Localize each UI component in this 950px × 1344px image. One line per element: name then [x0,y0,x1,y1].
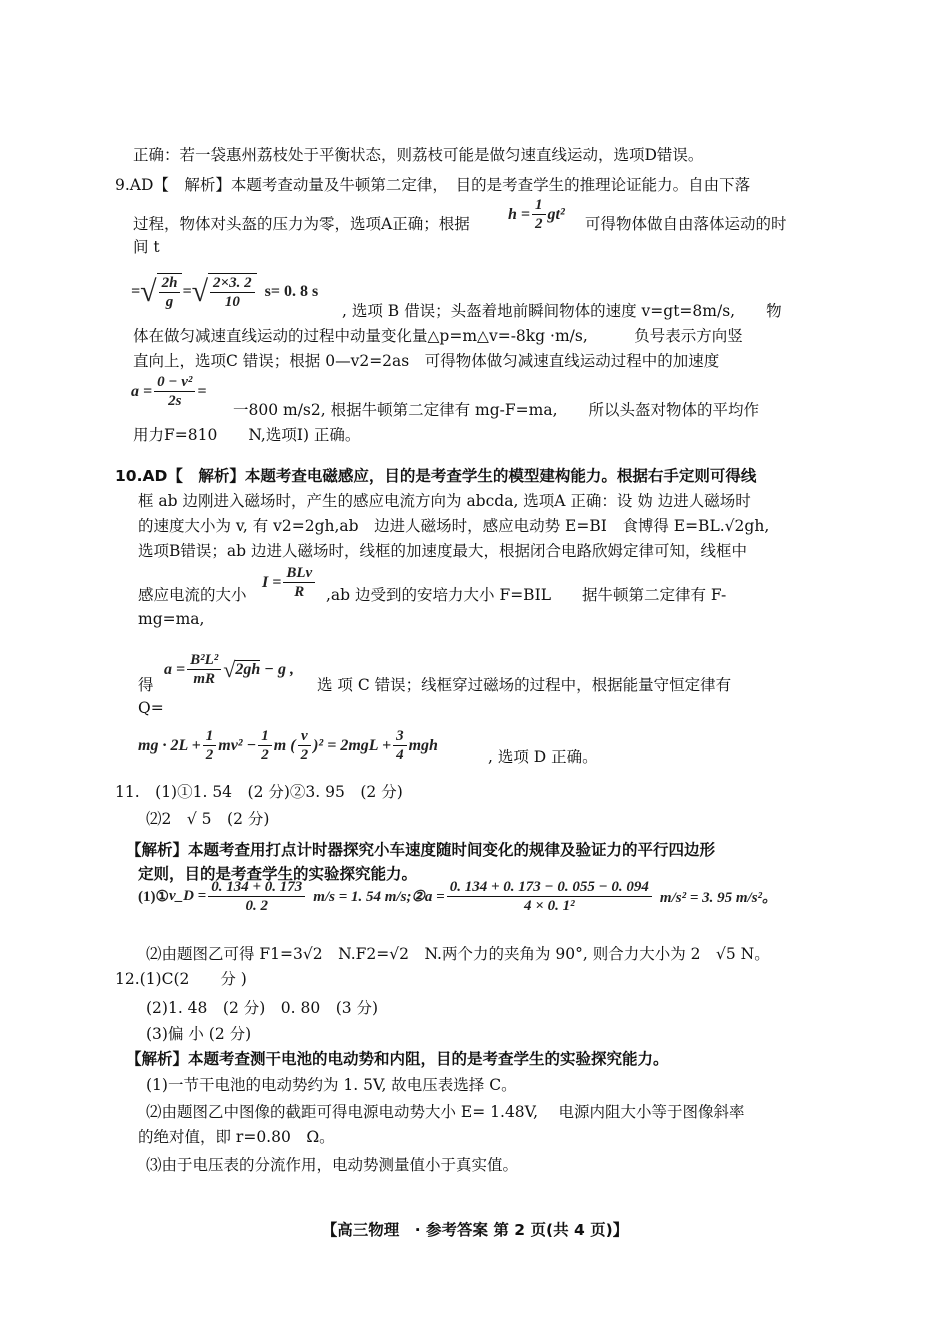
analysis-12-line: 【解析】本题考查测干电池的电动势和内阻，目的是考查学生的实验探究能力。 [126,1050,669,1068]
text-line: , 选项 B 借误；头盔着地前瞬间物体的速度 v=gt=8m/s, 物 [342,302,782,320]
text-line: (3)偏 小 (2 分) [146,1025,252,1043]
text-line: 直向上，选项C 错误；根据 0—v2=2as 可得物体做匀减速直线运动过程中的加速度 [133,352,720,370]
analysis-11-line: 【解析】本题考查用打点计时器探究小车速度随时间变化的规律及验证力的平行四边形 [126,841,716,859]
numerator: 0 − v² [154,373,195,392]
text-line: 框 ab 边刚进入磁场时，产生的感应电流方向为 abcda, 选项A 正确：设 妫 边进人磁场时 [138,492,751,510]
page-footer: 【高三物理 · 参考答案 第 2 页(共 4 页)】 [321,1221,629,1239]
text-line: (1)一节干电池的电动势约为 1. 5V, 故电压表选择 C。 [146,1076,517,1094]
text-span: 过程，物体对头盔的压力为零，选项A正确；根据 [133,215,470,233]
formula-part: m ( [273,736,296,754]
question-10-heading: 10.AD【 解析】本题考查电磁感应，目的是考查学生的模型建构能力。根据右手定则可得线 [115,467,757,485]
text-line [133,213,470,235]
numerator: v [298,727,311,746]
fraction [283,564,315,601]
formula-part: = [131,283,141,300]
text-line: 一800 m/s2, 根据牛顿第二定律有 mg-F=ma, 所以头盔对物体的平均作 [233,401,759,419]
text-line: 可得物体做自由落体运动的时 [585,215,787,233]
formula-current [262,564,317,601]
radicand [208,273,257,311]
denominator: mR [193,671,216,687]
text-line: 用力F=810 N,选项I) 正确。 [133,426,361,444]
text-line: ⑶由于电压表的分流作用，电动势测量值小于真实值。 [146,1156,519,1174]
formula-part: h = [508,205,531,223]
fraction [210,274,255,311]
fraction [298,727,312,764]
text-line: 选项B错误；ab 边进人磁场时，线框的加速度最大，根据闭合电路欣姆定律可知，线框中 [138,542,747,560]
formula-part: = [182,283,192,300]
denominator: 4 × 0. 1² [524,898,575,914]
numerator: 1 [258,727,272,746]
formula-part: mgh [408,736,438,754]
numerator: 0. 134 + 0. 173 [208,878,305,897]
formula-part: − g , [264,660,294,678]
fraction [447,878,652,915]
text-line: 正确：若一袋惠州荔枝处于平衡状态，则荔枝可能是做匀速直线运动，选项D错误。 [133,146,704,164]
formula-part: m/s = 1. 54 m/s;②a = [313,889,445,905]
text-line: 间 t [133,238,160,256]
text-line: 的速度大小为 v, 有 v2=2gh,ab 边进人磁场时，感应电动势 E=BI 食博得 E=BL.√2gh, [138,517,770,535]
formula-part: mv² − [218,736,257,754]
denominator: 2 [300,747,309,763]
numerator: 2h [159,274,181,293]
radical-sign: √ [191,275,209,308]
text-line: , 选项 D 正确。 [488,748,598,766]
text-line: (2)1. 48 (2 分) 0. 80 (3 分) [146,999,379,1017]
formula-frame-acceleration [164,651,294,688]
numerator: BLv [283,564,315,583]
formula-part: mg · 2L + [138,736,201,754]
text-line: ,ab 边受到的安培力大小 F=BIL 据牛顿第二定律有 F- [326,586,727,604]
text-line: ⑵2 √ 5 (2 分) [146,810,270,828]
formula-part: a = [164,660,186,678]
numerator: 0. 134 + 0. 173 − 0. 055 − 0. 094 [447,878,652,897]
numerator: B²L² [187,651,221,670]
formula-h-half-gt2 [508,196,565,233]
denominator: 0. 2 [245,898,269,914]
fraction [203,727,217,764]
formula-part: s= 0. 8 s [264,283,319,300]
fraction [159,274,181,311]
question-12-heading: 12.(1)C(2 分 ) [115,970,247,988]
numerator: 2×3. 2 [210,274,255,293]
text-line: ⑵由题图乙可得 F1=3√2 N.F2=√2 N.两个力的夹角为 90°, 则合力大小为 2 √5 N。 [146,945,770,963]
denominator: g [165,294,174,310]
formula-part: I = [262,573,282,591]
formula-part: = [197,382,207,400]
formula-part: (1)① [138,889,169,905]
formula-part: )² = 2mgL + [313,736,392,754]
formula-part: m/s² = 3. 95 m/s²。 [659,890,778,906]
text-line: 得 [138,676,154,694]
fraction [393,727,407,764]
denominator: 2 [205,747,214,763]
text-line: 的绝对值，即 r=0.80 Ω。 [138,1128,335,1146]
denominator: 2 [261,747,269,763]
denominator: 2 [535,216,543,232]
formula-acceleration [131,373,207,410]
text-line: 选 项 C 错误；线框穿过磁场的过程中，根据能量守恒定律有 [317,676,732,694]
fraction [187,651,221,688]
radical-sign: √ [140,275,157,308]
text-line: 感应电流的大小 [138,586,247,604]
radicand [157,273,183,311]
fraction [154,373,195,410]
denominator: 4 [396,747,404,763]
sqrt [192,272,257,312]
denominator: 10 [224,294,240,310]
radical-sign: √ [223,656,236,682]
formula-part: a = [131,382,153,400]
question-9-heading: 9.AD【 解析】本题考查动量及牛顿第二定律， 目的是考查学生的推理论证能力。自由下落 [115,176,751,194]
formula-time-sqrt [131,272,318,312]
question-11-heading: 11. (1)①1. 54 (2 分)②3. 95 (2 分) [115,783,403,801]
text-line: mg=ma, [138,610,205,628]
numerator: 3 [393,727,407,746]
formula-velocity-and-acceleration [138,878,777,915]
numerator: 1 [532,196,546,215]
denominator: 2s [168,393,182,409]
radicand: 2gh [235,661,261,678]
denominator: R [294,584,305,600]
sqrt [140,272,182,312]
fraction [208,878,305,915]
formula-part: v_D = [168,888,207,904]
numerator: 1 [203,727,217,746]
text-line: Q= [138,699,164,717]
formula-energy-conservation [138,727,438,764]
formula-part: gt² [547,205,565,223]
fraction [532,196,546,233]
fraction [258,727,272,764]
sqrt [223,657,260,683]
text-line: 体在做匀减速直线运动的过程中动量变化量△p=m△v=-8kg ·m/s, 负号表示方向竖 [133,327,743,345]
text-line: ⑵由题图乙中图像的截距可得电源电动势大小 E= 1.48V, 电源内阻大小等于图像斜率 [146,1103,745,1121]
analysis-11-line: 定则，目的是考查学生的实验探究能力。 [138,865,418,883]
